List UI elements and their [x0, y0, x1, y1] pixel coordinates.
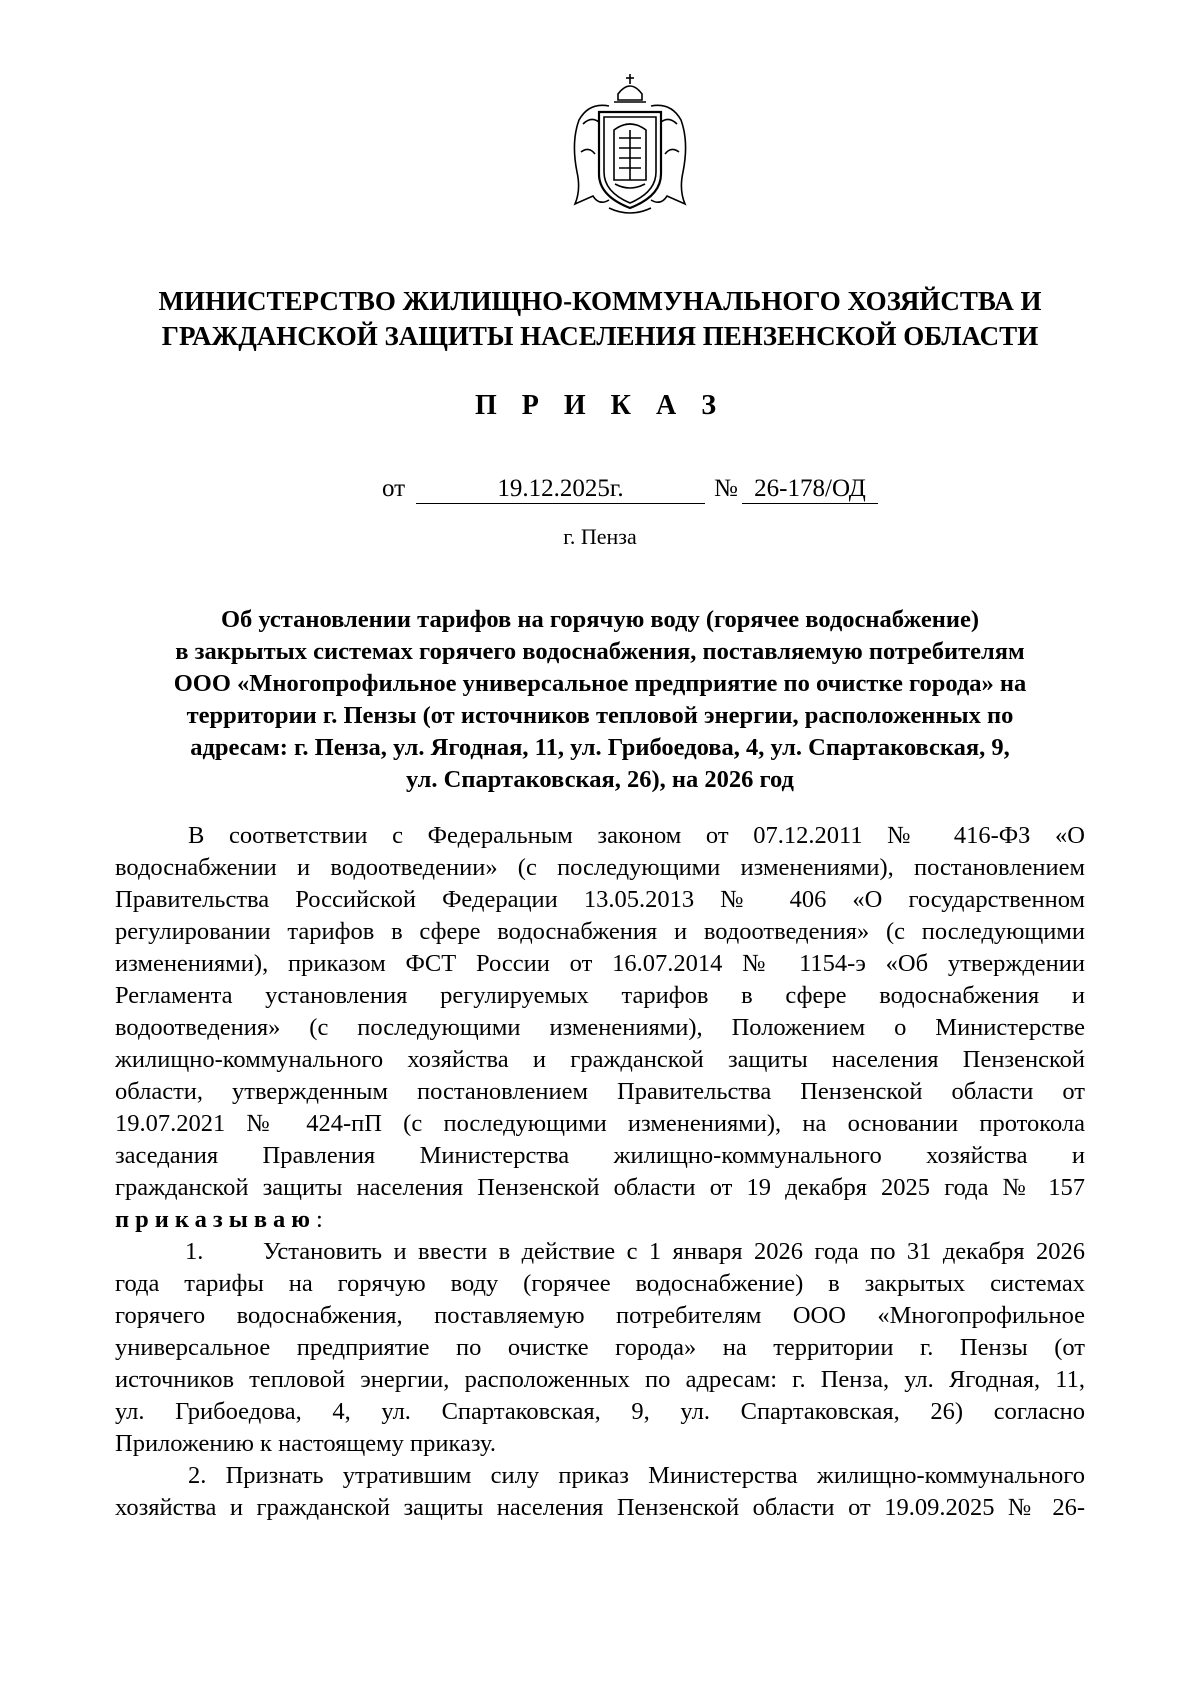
preamble-line: Правительства Российской Федерации 13.05.2013 № 406 «О государственном [115, 886, 1085, 913]
item-1-line: Приложению к настоящему приказу. [115, 1430, 496, 1457]
preamble-line: области, утвержденным постановлением Правительства Пензенской области от [115, 1078, 1085, 1105]
document-subject [90, 604, 1110, 796]
subject-line: ул. Спартаковская, 26), на 2026 год [406, 766, 794, 793]
preamble-line: В соответствии с Федеральным законом от 07.12.2011 № 416-ФЗ «О [188, 822, 1085, 849]
date-label: от [382, 475, 406, 502]
preamble-line: изменениями), приказом ФСТ России от 16.07.2014 № 1154-э «Об утверждении [115, 950, 1085, 977]
number-label: № [714, 475, 738, 502]
subject-line: территории г. Пензы (от источников тепловой энергии, расположенных по [186, 702, 1014, 729]
item-1-line: года тарифы на горячую воду (горячее водоснабжение) в закрытых системах [115, 1270, 1085, 1297]
item-2-line: хозяйства и гражданской защиты населения Пензенской области от 19.09.2025 № 26- [115, 1494, 1085, 1521]
preamble-line: заседания Правления Министерства жилищно-коммунального хозяйства и [115, 1142, 1085, 1169]
item-1-number: 1. [185, 1238, 204, 1265]
preamble-line: водоснабжении и водоотведении» (с последующими изменениями), постановлением [115, 854, 1085, 881]
preamble-line: водоотведения» (с последующими изменениями), Положением о Министерстве [115, 1014, 1085, 1041]
item-1-line: горячего водоснабжения, поставляемую потребителям ООО «Многопрофильное [115, 1302, 1085, 1329]
item-1-line: источников тепловой энергии, расположенных по адресам: г. Пенза, ул. Ягодная, 11, [115, 1366, 1085, 1393]
preamble-line: жилищно-коммунального хозяйства и гражданской защиты населения Пензенской [115, 1046, 1085, 1073]
item-2-line: 2. Признать утратившим силу приказ Министерства жилищно-коммунального [188, 1462, 1085, 1489]
coat-of-arms-emblem [569, 72, 691, 218]
item-1-line: Установить и ввести в действие с 1 января 2026 года по 31 декабря 2026 [263, 1238, 1085, 1265]
preamble-line: регулировании тарифов в сфере водоснабжения и водоотведения» (с последующими [115, 918, 1085, 945]
document-city: г. Пенза [563, 524, 637, 549]
ministry-name-line-1: МИНИСТЕРСТВО ЖИЛИЩНО-КОММУНАЛЬНОГО ХОЗЯЙСТВА И [158, 286, 1042, 316]
document-type-title: П Р И К А З [475, 390, 725, 421]
order-word-line [115, 1204, 1085, 1236]
item-2-paragraph [115, 1460, 1085, 1524]
preamble-line: гражданской защиты населения Пензенской области от 19 декабря 2025 года № 157 [115, 1174, 1085, 1201]
preamble-line: Регламента установления регулируемых тарифов в сфере водоснабжения и [115, 982, 1085, 1009]
subject-line: ООО «Многопрофильное универсальное предприятие по очистке города» на [173, 670, 1027, 697]
item-1-line: универсальное предприятие по очистке города» на территории г. Пензы (от [115, 1334, 1085, 1361]
ministry-name-line-2: ГРАЖДАНСКОЙ ЗАЩИТЫ НАСЕЛЕНИЯ ПЕНЗЕНСКОЙ ОБЛАСТИ [161, 321, 1039, 351]
item-1-first-line [115, 1236, 1085, 1268]
document-date: 19.12.2025г. [416, 474, 705, 504]
document-number: 26-178/ОД [742, 474, 878, 504]
item-1-paragraph [115, 1236, 1085, 1460]
subject-line: Об установлении тарифов на горячую воду (горячее водоснабжение) [220, 606, 980, 633]
item-1-line: ул. Грибоедова, 4, ул. Спартаковская, 9, ул. Спартаковская, 26) согласно [115, 1398, 1085, 1425]
subject-line: в закрытых системах горячего водоснабжения, поставляемую потребителям [175, 638, 1025, 665]
preamble-paragraph [115, 820, 1085, 1236]
subject-line: адресам: г. Пенза, ул. Ягодная, 11, ул. Грибоедова, 4, ул. Спартаковская, 9, [190, 734, 1010, 761]
preamble-line: 19.07.2021 № 424-пП (с последующими изменениями), на основании протокола [115, 1110, 1085, 1137]
order-colon: : [316, 1206, 323, 1233]
ministry-name [100, 284, 1100, 354]
order-word: приказываю [115, 1206, 317, 1233]
